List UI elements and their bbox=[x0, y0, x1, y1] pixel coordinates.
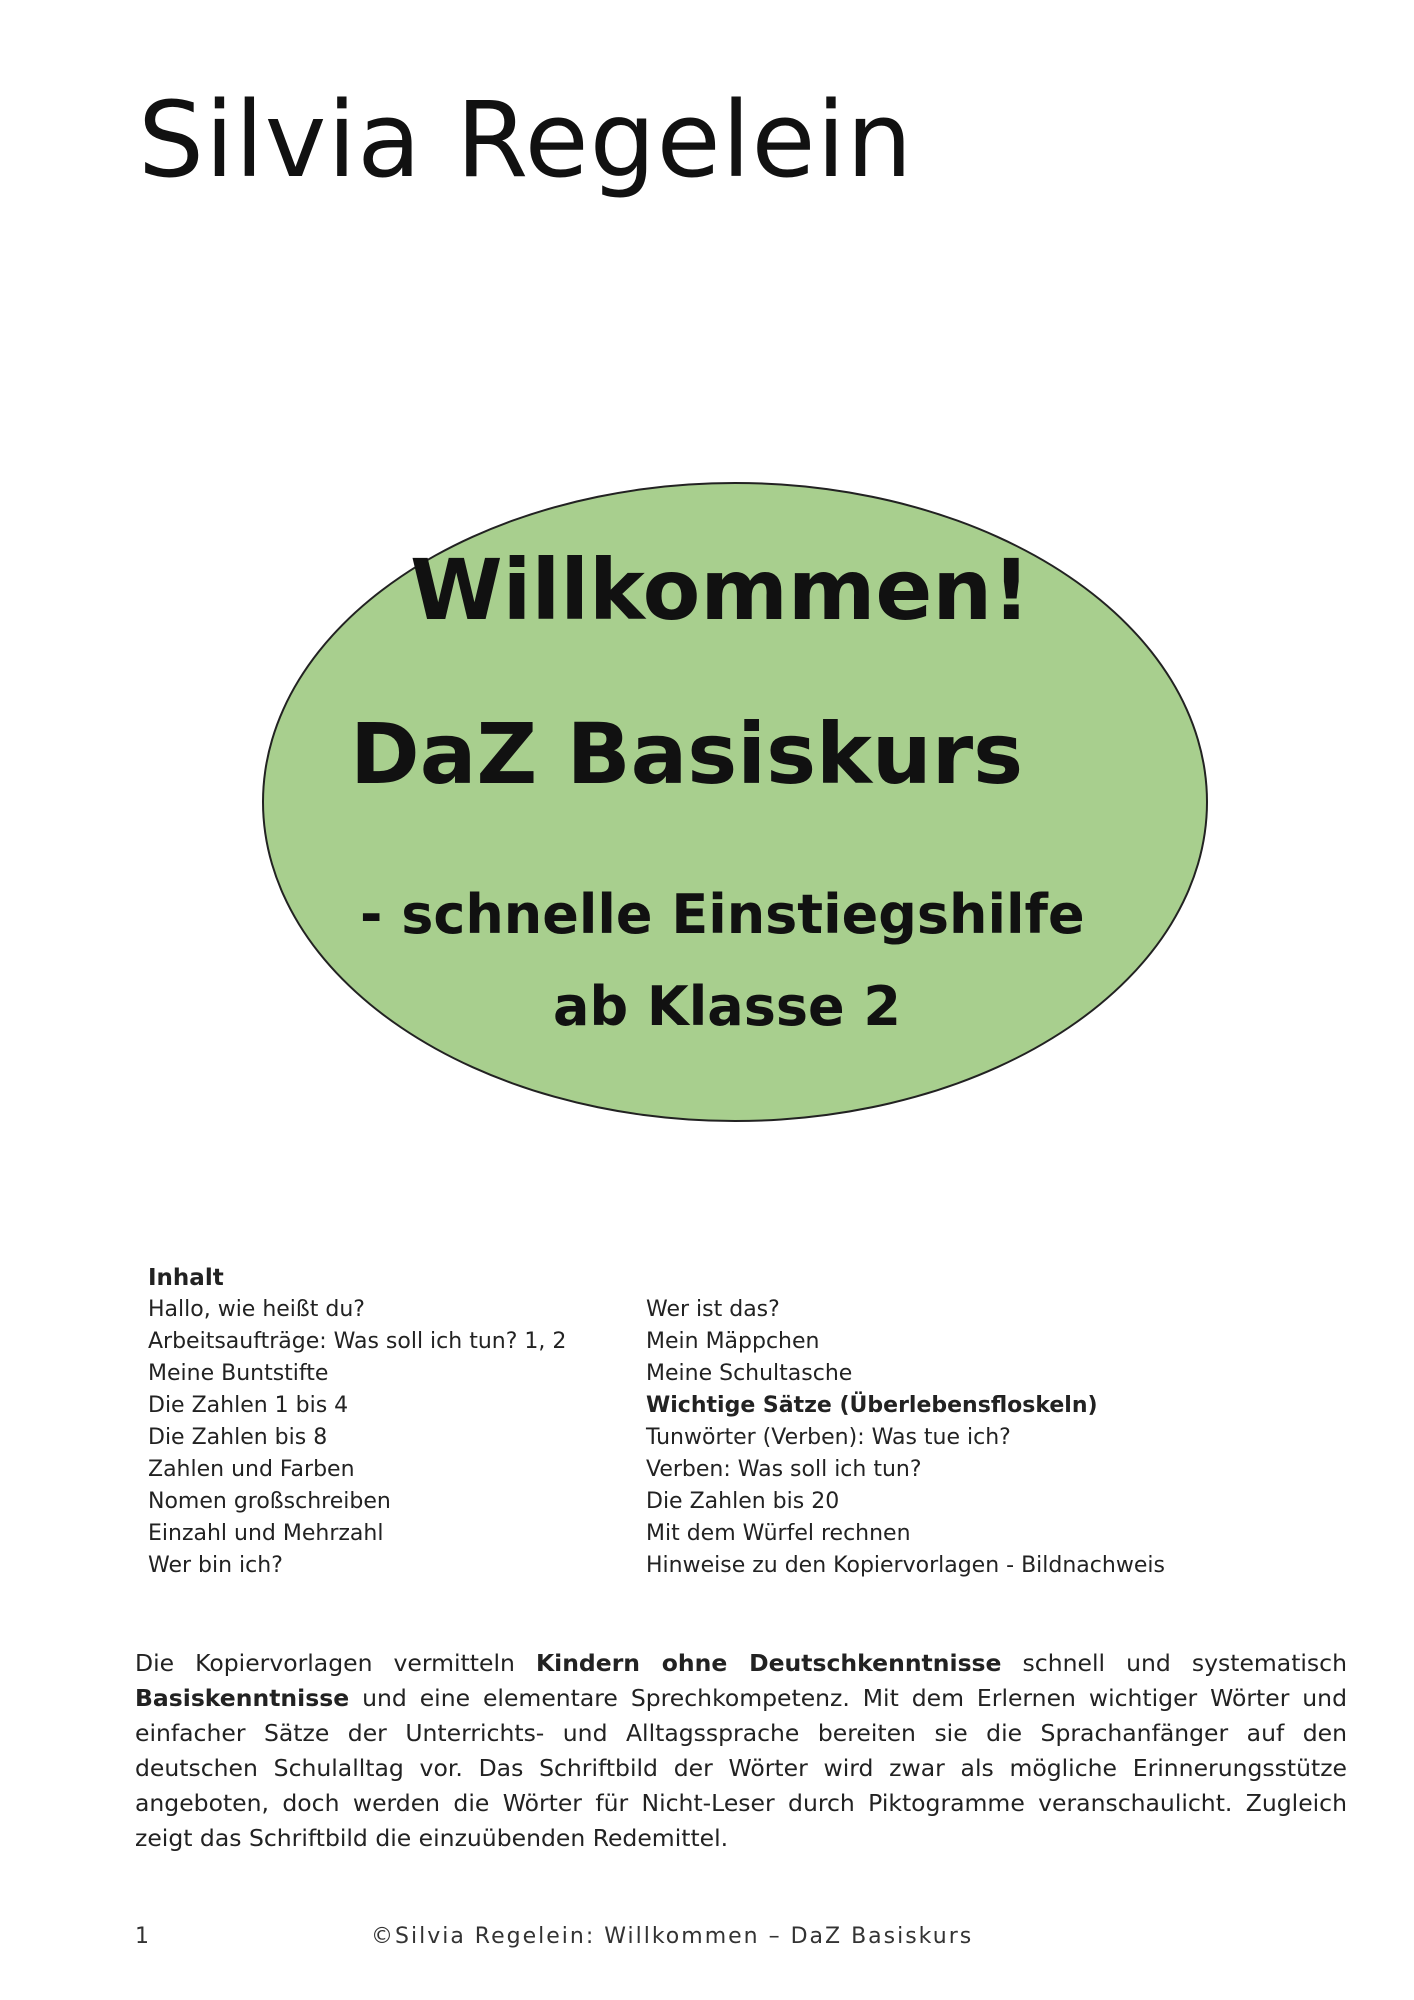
toc-item: Meine Schultasche bbox=[646, 1361, 853, 1386]
subtitle-klasse: ab Klasse 2 bbox=[553, 975, 901, 1038]
toc-item: Die Zahlen bis 20 bbox=[646, 1489, 840, 1514]
intro-text: und eine elementare Sprechkompetenz. Mit dem Erlernen wichtiger Wörter und einfacher Sätze der Unterrichts- und Alltagssprache bereiten sie die Sprachanfänger auf den deutschen Schulalltag vor. Das Schriftbild der Wörter wird zwar als mögliche Erinnerungsstütze angeboten, doch werden die Wörter für Nicht-Leser durch Piktogramme veranschaulicht. Zugleich zeigt das Schriftbild die einzuübenden Redemittel. bbox=[135, 1684, 1347, 1852]
toc-item: Wer bin ich? bbox=[148, 1553, 283, 1578]
toc-item: Wichtige Sätze (Überlebensfloskeln) bbox=[646, 1393, 1098, 1418]
title-daz-basiskurs: DaZ Basiskurs bbox=[350, 705, 1024, 803]
toc-item: Nomen großschreiben bbox=[148, 1489, 391, 1514]
toc-column-right bbox=[646, 1294, 1246, 1582]
toc-item: Hinweise zu den Kopiervorlagen - Bildnachweis bbox=[646, 1553, 1165, 1578]
toc-item: Arbeitsaufträge: Was soll ich tun? 1, 2 bbox=[148, 1329, 567, 1354]
intro-text: Die Kopiervorlagen vermitteln bbox=[135, 1649, 536, 1677]
toc-item: Einzahl und Mehrzahl bbox=[148, 1521, 384, 1546]
toc-item: Hallo, wie heißt du? bbox=[148, 1297, 365, 1322]
intro-text: schnell und systematisch bbox=[1001, 1649, 1347, 1677]
intro-paragraph bbox=[135, 1646, 1347, 1856]
toc-item: Wer ist das? bbox=[646, 1297, 780, 1322]
intro-bold-text: Kindern ohne Deutschkenntnisse bbox=[535, 1649, 1002, 1677]
table-of-contents bbox=[148, 1262, 1268, 1582]
toc-item: Meine Buntstifte bbox=[148, 1361, 329, 1386]
toc-item: Zahlen und Farben bbox=[148, 1457, 355, 1482]
toc-item: Verben: Was soll ich tun? bbox=[646, 1457, 922, 1482]
toc-item: Die Zahlen bis 8 bbox=[148, 1425, 328, 1450]
copyright-notice: ©Silvia Regelein: Willkommen – DaZ Basiskurs bbox=[371, 1924, 974, 1949]
subtitle-einstiegshilfe: - schnelle Einstiegshilfe bbox=[360, 883, 1085, 946]
title-willkommen: Willkommen! bbox=[410, 541, 1031, 639]
toc-heading: Inhalt bbox=[148, 1265, 224, 1291]
author-name: Silvia Regelein bbox=[138, 79, 914, 201]
toc-column-left bbox=[148, 1294, 646, 1582]
page-number: 1 bbox=[135, 1924, 149, 1949]
toc-item: Mit dem Würfel rechnen bbox=[646, 1521, 911, 1546]
toc-item: Tunwörter (Verben): Was tue ich? bbox=[646, 1425, 1011, 1450]
intro-bold-text: Basiskenntnisse bbox=[135, 1684, 350, 1712]
toc-item: Mein Mäppchen bbox=[646, 1329, 820, 1354]
toc-item: Die Zahlen 1 bis 4 bbox=[148, 1393, 349, 1418]
